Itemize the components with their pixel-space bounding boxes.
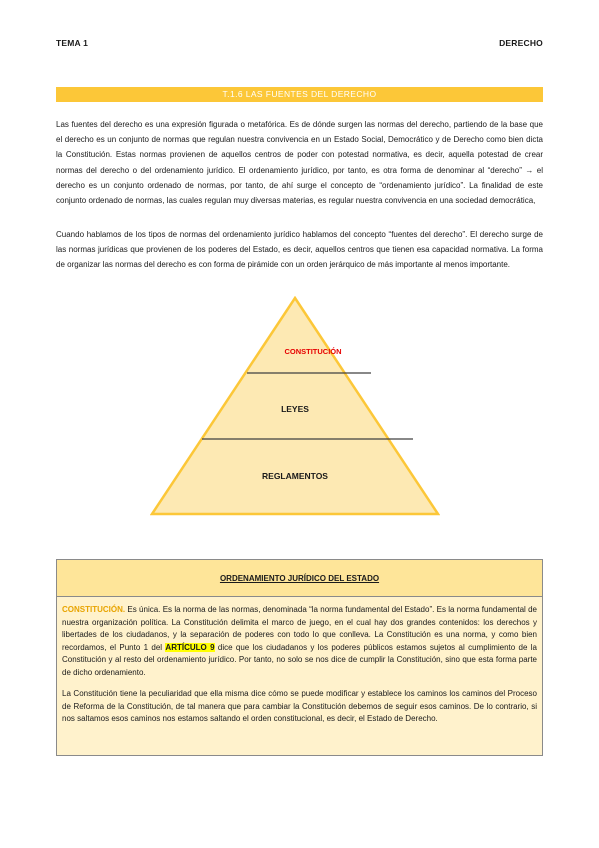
constitucion-term: CONSTITUCIÓN. <box>62 605 126 614</box>
pyramid-level-constitucion: CONSTITUCIÓN <box>284 347 342 356</box>
hierarchy-paragraph: Cuando hablamos de los tipos de normas del ordenamiento jurídico hablamos del concepto “fuentes del derecho”. El derecho surge de las normas jurídicas que provienen de los poderes del Estado, es decir, aquellos centros que tienen esa capacidad normativa. La forma de organizar las normas del derecho es con forma de pirámide con un orden jerárquico de más importante al menos importante. <box>56 230 543 270</box>
intro-paragraph: Las fuentes del derecho es una expresión figurada o metafórica. Es de dónde surgen las normas del derecho, partiendo de la base que el derecho es un conjunto de normas que regulan nuestra convivencia en un Estado Social, Democrático y de Derecho como bien dicta la Constitución. Estas normas provienen de aquellos centros de poder con potestad normativa, es decir, aquella potestad de crear normas del derecho o del ordenamiento jurídico. El ordenamiento jurídico, por tanto, es otra forma de denominar al “derecho” → el derecho es un conjunto ordenado de normas, por tanto, de ahí surge el concepto de “ordenamiento jurídico”. La finalidad de este conjunto ordenado de normas, las cuales regulan muy diversas materias, es regular nuestra convivencia en una sociedad democrática, <box>56 120 543 206</box>
constitucion-text-b: dice que los ciudadanos y los poderes públicos estamos sujetos al cumplimiento de la Constitución y al resto del ordenamiento jurídico. Por tanto, no solo se nos dice de cumplir la Constitución, sino que esta forma parte de dicho ordenamiento. <box>62 642 538 677</box>
constitucion-text-a: Es única. Es la norma de las normas, denominada “la norma fundamental del Estado”. Es la norma fundamental de nuestra organización política. La Constitución delimita el marco de juego, en el cual hay dos grandes contenidos: los derechos y libertades de los ciudadanos, y la separación de poderes con todo lo que conlleva. La Constitución es una norma, y como bien recordamos, el Punto 1 del <box>62 605 537 652</box>
norms-pyramid-diagram <box>150 296 440 516</box>
header-topic: TEMA 1 <box>56 38 89 48</box>
info-box <box>56 559 543 756</box>
pyramid-level-reglamentos: REGLAMENTOS <box>262 471 328 481</box>
info-box-title: ORDENAMIENTO JURÍDICO DEL ESTADO <box>219 573 380 583</box>
header-subject: DERECHO <box>499 38 543 48</box>
section-title: T.1.6 LAS FUENTES DEL DERECHO <box>56 87 543 102</box>
constitucion-paragraph <box>62 604 537 679</box>
reforma-paragraph: La Constitución tiene la peculiaridad que ella misma dice cómo se puede modificar y establece los caminos los caminos del Proceso de Reforma de la Constitución, de tal manera que para cambiar la Constitución debemos de seguir esos caminos. De lo contrario, si nos saltamos esos caminos nos estamos saltando el orden constitucional, es decir, el Estado de Derecho. <box>62 689 537 723</box>
info-box-body <box>57 597 542 726</box>
pyramid-level-leyes: LEYES <box>281 404 309 414</box>
articulo-9-highlight: ARTÍCULO 9 <box>165 642 215 652</box>
info-box-header <box>57 560 542 597</box>
